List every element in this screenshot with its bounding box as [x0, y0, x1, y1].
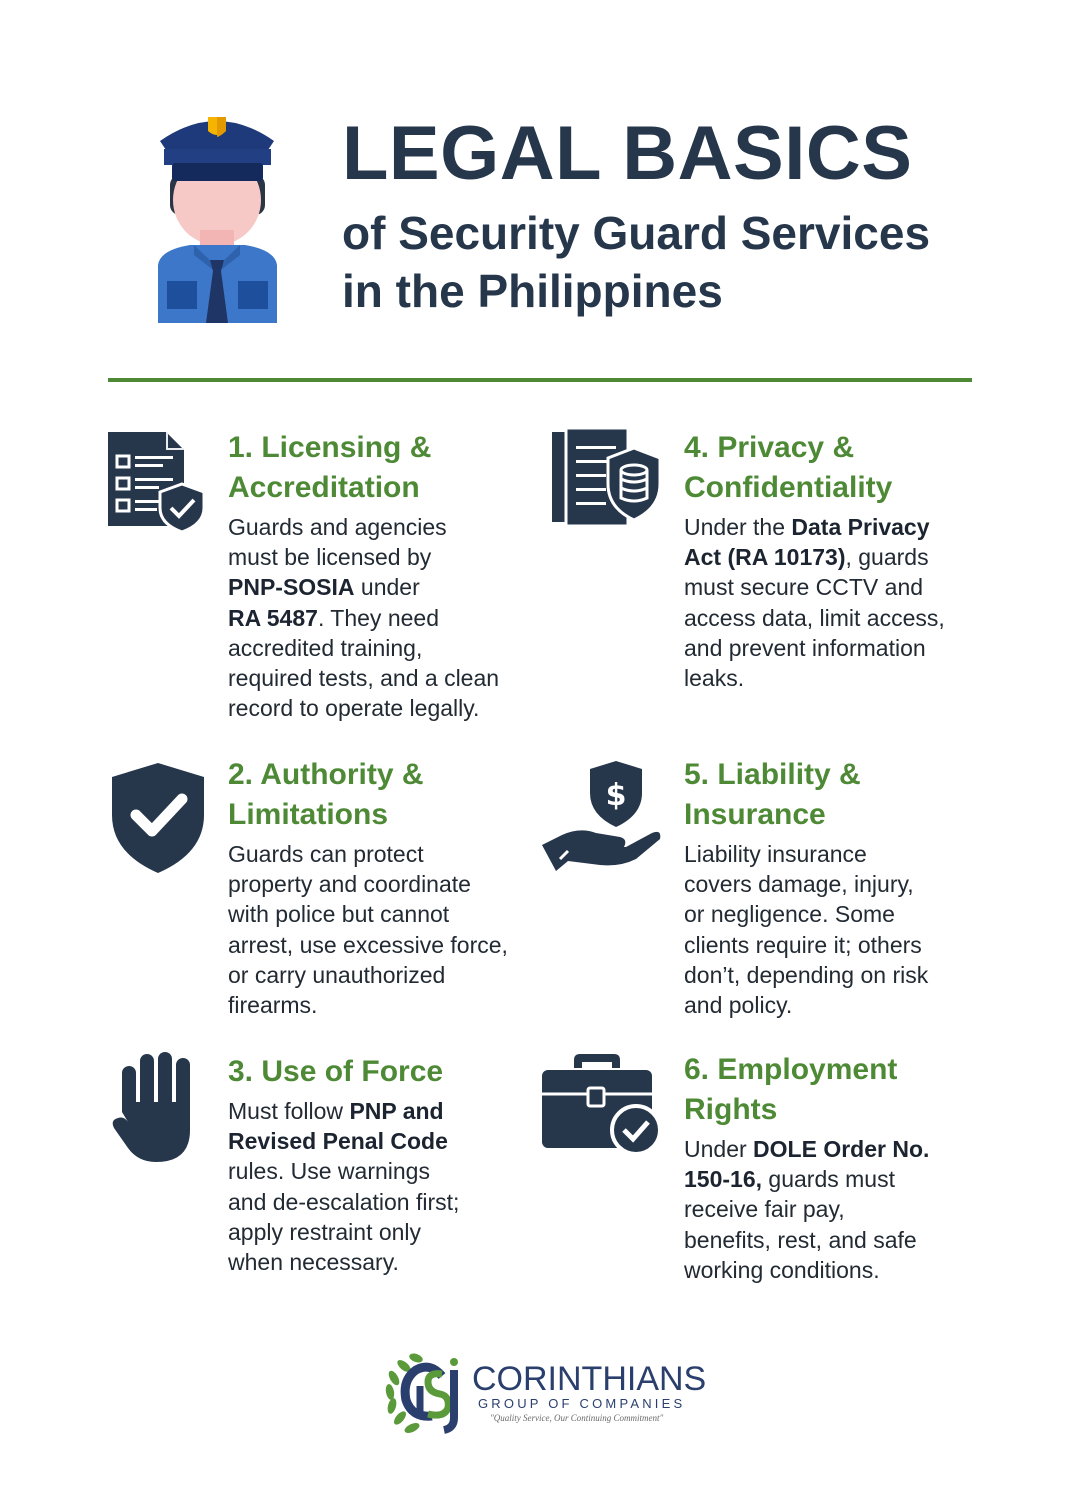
body-line [684, 1164, 984, 1194]
subtitle-line-1: of Security Guard Services [342, 207, 931, 259]
item-body [228, 512, 528, 723]
item-licensing-text [228, 428, 528, 723]
item-liability-text [684, 755, 984, 1020]
svg-text:$: $ [605, 778, 627, 813]
body-line: must be licensed by [228, 544, 432, 571]
green-divider [108, 378, 972, 382]
item-heading [228, 755, 538, 835]
item-heading [228, 428, 528, 508]
body-line: receive fair pay, [684, 1196, 845, 1223]
company-logo [384, 1348, 707, 1438]
body-line: don’t, depending on risk [684, 961, 929, 988]
body-line [684, 542, 984, 572]
body-text: Under [684, 1136, 754, 1162]
body-line: required tests, and a clean [228, 665, 500, 692]
body-line: rules. Use warnings [228, 1158, 430, 1185]
bold-text: Data Privacy [791, 514, 930, 540]
checklist-shield-icon [108, 428, 206, 532]
page-subtitle [342, 204, 1042, 320]
body-line: clients require it; others [684, 931, 922, 958]
item-privacy-text [684, 428, 984, 693]
body-line: benefits, rest, and safe [684, 1226, 917, 1253]
body-line: and de-escalation first; [228, 1188, 460, 1215]
heading-line: Insurance [684, 798, 826, 831]
body-line: firearms. [228, 992, 318, 1019]
body-line: access data, limit access, [684, 604, 945, 631]
bold-text: RA 5487 [228, 604, 318, 631]
item-body [684, 839, 984, 1020]
heading-line: Confidentiality [684, 471, 893, 504]
body-text: . They need [317, 604, 439, 631]
body-line: or carry unauthorized [228, 961, 446, 988]
heading-line: Rights [684, 1093, 778, 1126]
bold-text: Revised Penal Code [228, 1128, 448, 1155]
item-heading [684, 755, 984, 835]
item-authority-text [228, 755, 538, 1020]
subtitle-line-2: in the Philippines [342, 265, 723, 317]
bold-text: Act (RA 10173) [684, 544, 846, 571]
heading-line: Accreditation [228, 471, 420, 504]
body-line: Guards can protect [228, 841, 424, 867]
bold-text: DOLE Order No. [753, 1136, 930, 1162]
shield-check-icon [108, 755, 208, 875]
item-body [684, 1134, 984, 1285]
body-line: when necessary. [228, 1249, 399, 1276]
document-database-icon [552, 428, 664, 532]
body-line: property and coordinate [228, 871, 471, 898]
laurel-monogram-icon [384, 1348, 470, 1438]
heading-line: 1. Licensing & [228, 431, 432, 464]
body-line: covers damage, injury, [684, 871, 914, 898]
hand-dollar-shield-icon [540, 755, 664, 875]
company-tagline: "Quality Service, Our Continuing Commitment" [490, 1413, 664, 1423]
body-line [228, 572, 528, 602]
body-line: accredited training, [228, 634, 423, 661]
body-line: and prevent information [684, 634, 926, 661]
body-text: Under the [684, 514, 792, 540]
title-block [342, 112, 1042, 320]
body-line [228, 1126, 528, 1156]
bold-text: PNP-SOSIA [228, 574, 355, 601]
body-line: apply restraint only [228, 1218, 422, 1245]
body-text: Must follow [228, 1098, 350, 1124]
item-employment-text [684, 1050, 984, 1285]
body-line: must secure CCTV and [684, 574, 924, 601]
security-guard-illustration [150, 105, 285, 323]
body-line [228, 1096, 528, 1126]
body-text: , guards [845, 544, 929, 571]
body-line: Guards and agencies [228, 514, 447, 540]
heading-line: Limitations [228, 798, 389, 831]
body-text: under [354, 574, 420, 601]
hand-stop-icon [108, 1052, 208, 1164]
body-line [228, 603, 528, 633]
company-group-label: GROUP OF COMPANIES [478, 1396, 686, 1411]
body-line: Liability insurance [684, 841, 867, 867]
body-line: leaks. [684, 665, 745, 692]
item-body [684, 512, 984, 693]
item-use-of-force-text [228, 1052, 528, 1277]
item-body [228, 1096, 528, 1277]
heading-line: 6. Employment [684, 1053, 898, 1086]
heading-line: 5. Liability & [684, 758, 861, 791]
body-line: with police but cannot [228, 901, 450, 928]
page-title: LEGAL BASICS [342, 111, 913, 196]
item-heading [228, 1052, 528, 1092]
item-heading [684, 428, 984, 508]
body-line: arrest, use excessive force, [228, 931, 508, 958]
item-body [228, 839, 538, 1020]
heading-line: 3. Use of Force [228, 1055, 444, 1088]
body-line: record to operate legally. [228, 695, 480, 722]
bold-text: 150-16, [684, 1166, 763, 1193]
bold-text: PNP and [349, 1098, 444, 1124]
heading-line: 4. Privacy & [684, 431, 855, 464]
heading-line: 2. Authority & [228, 758, 424, 791]
body-line: and policy. [684, 992, 793, 1019]
body-line: or negligence. Some [684, 901, 895, 928]
item-heading [684, 1050, 984, 1130]
body-line: working conditions. [684, 1256, 880, 1283]
body-text: guards must [762, 1166, 895, 1193]
company-name: CORINTHIANS [472, 1360, 707, 1398]
briefcase-check-icon [542, 1050, 664, 1156]
body-line [684, 1134, 984, 1164]
body-line [684, 512, 984, 542]
